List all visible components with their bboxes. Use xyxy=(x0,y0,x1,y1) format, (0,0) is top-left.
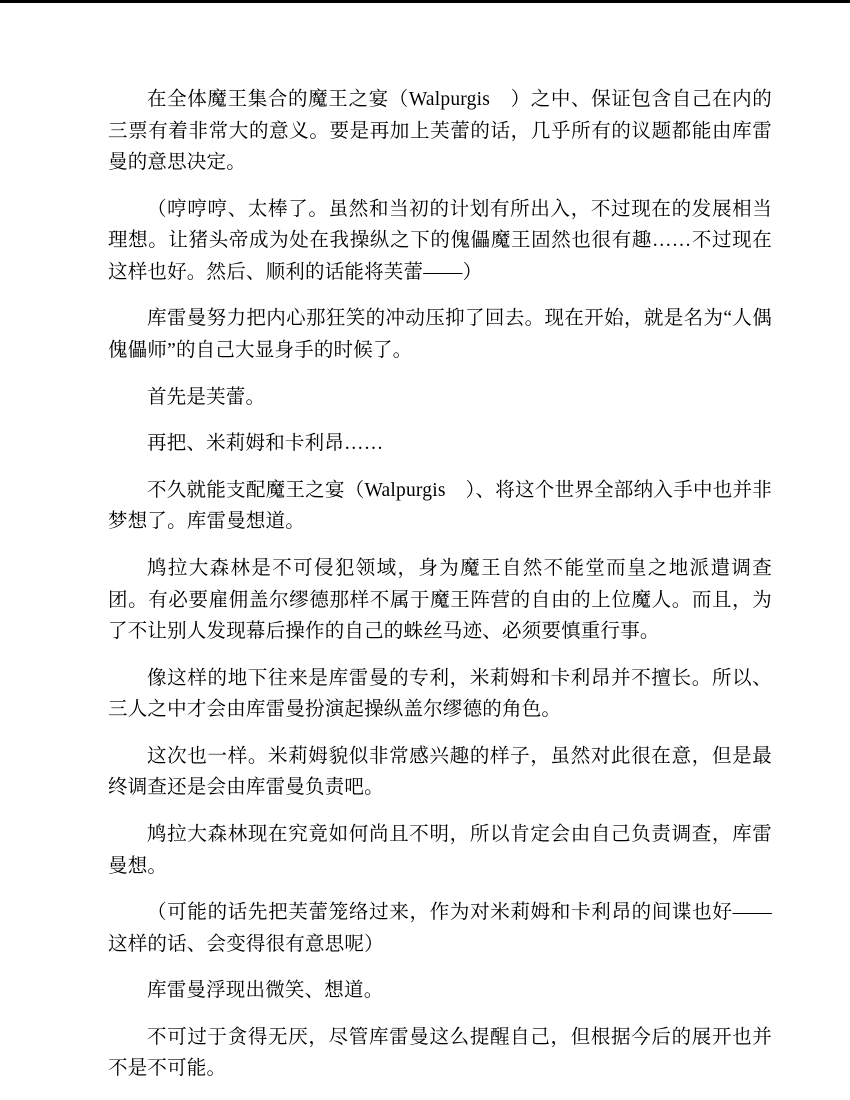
paragraph: 再把、米莉姆和卡利昂…… xyxy=(147,433,384,455)
paragraph: 首先是芙蕾。 xyxy=(147,386,266,408)
paragraph: 像这样的地下往来是库雷曼的专利，米莉姆和卡利昂并不擅长。所以、三人之中才会由库雷曼扮演起操纵盖尔缪德的角色。 xyxy=(108,667,772,721)
document-body xyxy=(108,84,772,1085)
paragraph: 不久就能支配魔王之宴（Walpurgis ）、将这个世界全部纳入手中也并非梦想了。库雷曼想道。 xyxy=(108,479,772,533)
paragraph: 库雷曼浮现出微笑、想道。 xyxy=(147,980,384,1002)
page-top-rule xyxy=(0,0,850,3)
paragraph: （哼哼哼、太棒了。虽然和当初的计划有所出入，不过现在的发展相当理想。让猪头帝成为处在我操纵之下的傀儡魔王固然也很有趣……不过现在这样也好。然后、顺利的话能将芙蕾——） xyxy=(108,198,772,283)
paragraph: 这次也一样。米莉姆貌似非常感兴趣的样子，虽然对此很在意，但是最终调查还是会由库雷曼负责吧。 xyxy=(108,745,772,799)
paragraph: 在全体魔王集合的魔王之宴（Walpurgis ）之中、保证包含自己在内的三票有着非常大的意义。要是再加上芙蕾的话，几乎所有的议题都能由库雷曼的意思决定。 xyxy=(108,89,772,174)
paragraph: 不可过于贪得无厌，尽管库雷曼这么提醒自己，但根据今后的展开也并不是不可能。 xyxy=(108,1026,772,1080)
paragraph: 鸠拉大森林是不可侵犯领域，身为魔王自然不能堂而皇之地派遣调查团。有必要雇佣盖尔缪德那样不属于魔王阵营的自由的上位魔人。而且，为了不让别人发现幕后操作的自己的蛛丝马迹、必须要慎重行事。 xyxy=(108,557,772,643)
paragraph: 鸠拉大森林现在究竟如何尚且不明，所以肯定会由自己负责调查，库雷曼想。 xyxy=(108,823,772,877)
paragraph: 库雷曼努力把内心那狂笑的冲动压抑了回去。现在开始，就是名为“人偶傀儡师”的自己大显身手的时候了。 xyxy=(108,308,772,362)
paragraph: （可能的话先把芙蕾笼络过来，作为对米莉姆和卡利昂的间谍也好——这样的话、会变得很有意思呢） xyxy=(108,902,772,955)
